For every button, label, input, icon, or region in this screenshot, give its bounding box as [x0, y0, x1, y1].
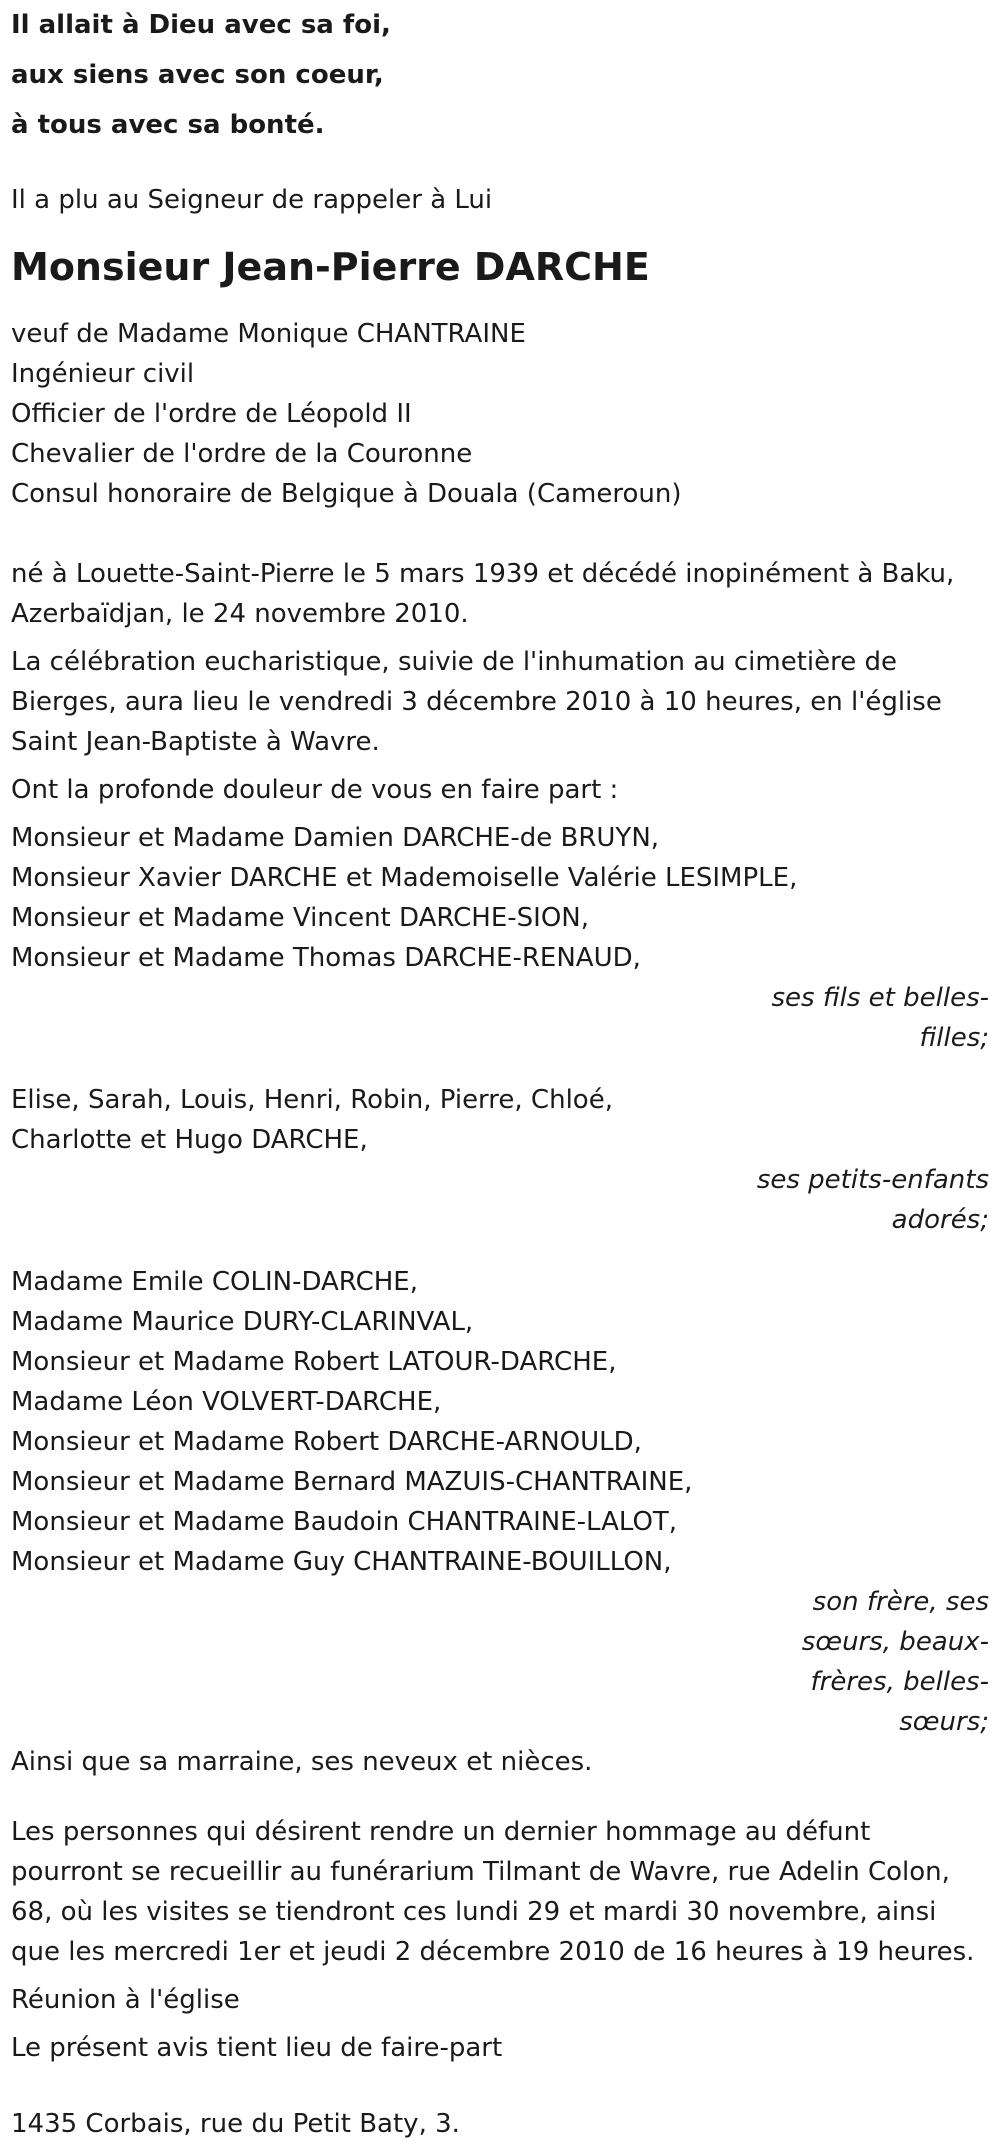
- relation-line: frères, belles-: [810, 1667, 989, 1697]
- family-line: Madame Emile COLIN-DARCHE,: [11, 1267, 418, 1297]
- family-line: Monsieur et Madame Robert LATOUR-DARCHE,: [11, 1347, 617, 1377]
- visitation-line: 68, où les visites se tiendront ces lundi 29 et mardi 30 novembre, ainsi: [11, 1897, 937, 1927]
- obituary-notice: [11, 0, 989, 2144]
- title-line: Officier de l'ordre de Léopold II: [11, 399, 412, 429]
- visitation-line: que les mercredi 1er et jeudi 2 décembre 2010 de 16 heures à 19 heures.: [11, 1937, 975, 1967]
- birth-death-line: né à Louette-Saint-Pierre le 5 mars 1939 et décédé inopinément à Baku,: [11, 559, 955, 589]
- family-line: Charlotte et Hugo DARCHE,: [11, 1125, 368, 1155]
- relation-line: son frère, ses: [812, 1587, 989, 1617]
- grandchildren-block: [11, 1080, 989, 1160]
- relation-line: sœurs, beaux-: [801, 1627, 989, 1657]
- ceremony-line: La célébration eucharistique, suivie de l'inhumation au cimetière de: [11, 647, 898, 677]
- family-line: Madame Léon VOLVERT-DARCHE,: [11, 1387, 442, 1417]
- family-line: Monsieur et Madame Damien DARCHE-de BRUYN,: [11, 823, 660, 853]
- epitaph-line: Il allait à Dieu avec sa foi,: [11, 10, 391, 40]
- title-line: Ingénieur civil: [11, 359, 195, 389]
- family-line: Monsieur et Madame Bernard MAZUIS-CHANTRAINE,: [11, 1467, 693, 1497]
- birth-death-line: Azerbaïdjan, le 24 novembre 2010.: [11, 599, 469, 629]
- relation-line: ses petits-enfants: [756, 1165, 989, 1195]
- relation-line: filles;: [919, 1023, 989, 1053]
- family-line: Monsieur et Madame Thomas DARCHE-RENAUD,: [11, 943, 641, 973]
- epitaph: [11, 0, 989, 150]
- relation-line: ses fils et belles-: [771, 983, 989, 1013]
- family-line: Monsieur et Madame Vincent DARCHE-SION,: [11, 903, 589, 933]
- intro-text: Il a plu au Seigneur de rappeler à Lui: [11, 185, 493, 215]
- relation-line: sœurs;: [899, 1707, 989, 1737]
- family-line: Monsieur et Madame Guy CHANTRAINE-BOUILLON,: [11, 1547, 672, 1577]
- family-line: Monsieur Xavier DARCHE et Mademoiselle Valérie LESIMPLE,: [11, 863, 798, 893]
- visitation-line: Les personnes qui désirent rendre un dernier hommage au défunt: [11, 1817, 871, 1847]
- notice-text: Le présent avis tient lieu de faire-part: [11, 2033, 503, 2063]
- ceremony-line: Bierges, aura lieu le vendredi 3 décembre 2010 à 10 heures, en l'église: [11, 687, 942, 717]
- announcement-text: Ont la profonde douleur de vous en faire part :: [11, 775, 619, 805]
- sons-relation: [11, 978, 989, 1058]
- title-line: Consul honoraire de Belgique à Douala (Cameroun): [11, 479, 682, 509]
- ceremony-block: [11, 642, 989, 762]
- relation-line: adorés;: [891, 1205, 989, 1235]
- epitaph-line: aux siens avec son coeur,: [11, 60, 384, 90]
- epitaph-line: à tous avec sa bonté.: [11, 110, 325, 140]
- titles-block: [11, 314, 989, 514]
- meeting-text: Réunion à l'église: [11, 1985, 240, 2015]
- deceased-name: Monsieur Jean-Pierre DARCHE: [11, 245, 650, 289]
- address-text: 1435 Corbais, rue du Petit Baty, 3.: [11, 2109, 460, 2139]
- grandchildren-relation: [11, 1160, 989, 1240]
- siblings-block: [11, 1262, 989, 1582]
- birth-death-block: [11, 554, 989, 634]
- ceremony-line: Saint Jean-Baptiste à Wavre.: [11, 727, 380, 757]
- title-line: Chevalier de l'ordre de la Couronne: [11, 439, 473, 469]
- family-line: Madame Maurice DURY-CLARINVAL,: [11, 1307, 474, 1337]
- visitation-block: [11, 1812, 989, 1972]
- siblings-relation: [11, 1582, 989, 1742]
- sons-block: [11, 818, 989, 978]
- family-line: Monsieur et Madame Robert DARCHE-ARNOULD,: [11, 1427, 642, 1457]
- title-line: veuf de Madame Monique CHANTRAINE: [11, 319, 526, 349]
- others-text: Ainsi que sa marraine, ses neveux et nièces.: [11, 1747, 593, 1777]
- visitation-line: pourront se recueillir au funérarium Tilmant de Wavre, rue Adelin Colon,: [11, 1857, 950, 1887]
- family-line: Monsieur et Madame Baudoin CHANTRAINE-LALOT,: [11, 1507, 678, 1537]
- family-line: Elise, Sarah, Louis, Henri, Robin, Pierre, Chloé,: [11, 1085, 613, 1115]
